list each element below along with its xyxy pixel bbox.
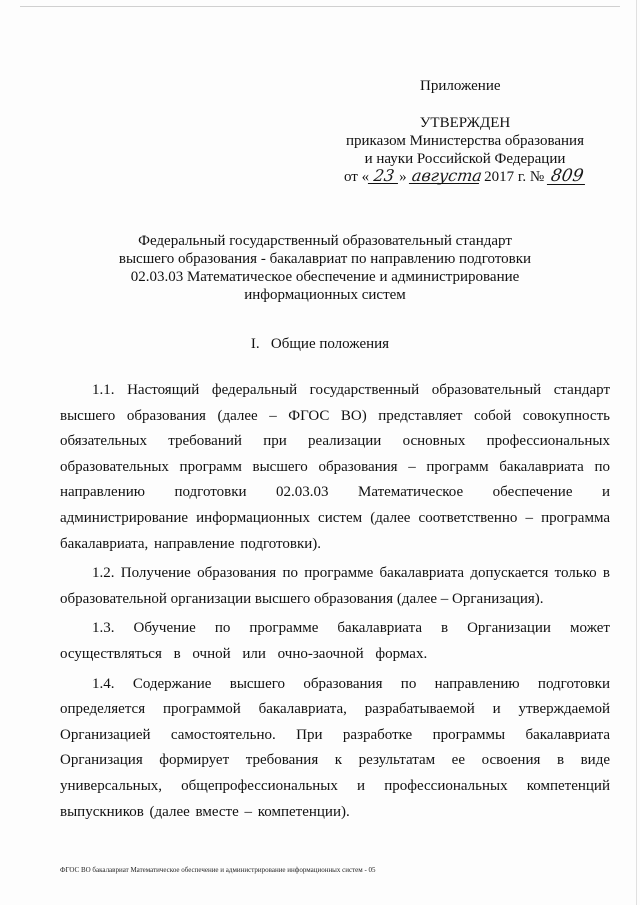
appendix-label: Приложение bbox=[420, 78, 501, 94]
handwritten-order-number: 809 bbox=[547, 169, 587, 185]
scan-top-edge bbox=[20, 6, 620, 7]
standard-title-line-3: 02.03.03 Математическое обеспечение и администрирование bbox=[130, 269, 520, 285]
document-body bbox=[60, 378, 610, 829]
paragraph-1-3: 1.3. Обучение по программе бакалавриата в Организации может осуществляться в очной или очно-заочной формах. bbox=[60, 620, 610, 662]
handwritten-day: 23 bbox=[368, 168, 400, 184]
standard-title-line-4: информационных систем bbox=[244, 287, 406, 303]
paragraph-1-4: 1.4. Содержание высшего образования по направлению подготовки определяется программой бакалавриата, разрабатываемой и утверждаемой Организацией самостоятельно. При разработке программы бакалавриата Организация формирует требования к результатам ее освоения в виде универсальных, общепрофессиональных и профессиональных компетенций выпускников (далее вместе – компетенции). bbox=[60, 675, 610, 820]
paragraph-1-1: 1.1. Настоящий федеральный государственный образовательный стандарт высшего образования (далее – ФГОС ВО) представляет собой совокупность обязательных требований при реализации основных профессиональных образовательных программ высшего образования – программ бакалавриата по направлению подготовки 02.03.03 Математическое обеспечение и администрирование информационных систем (далее соответственно – программа бакалавриата, направление подготовки). bbox=[60, 382, 610, 552]
order-line-1: приказом Министерства образования bbox=[346, 133, 584, 149]
approval-block bbox=[330, 114, 600, 186]
order-line-2: и науки Российской Федерации bbox=[364, 151, 566, 167]
section-heading: I. Общие положения bbox=[250, 336, 390, 352]
order-close-quote: » bbox=[399, 169, 407, 185]
paragraph-1-2: 1.2. Получение образования по программе бакалавриата допускается только в образовательной организации высшего образования (далее – Организация). bbox=[60, 565, 610, 607]
page-footer: ФГОС ВО бакалавриат Математическое обеспечение и администрирование информационных систем - 05 bbox=[60, 866, 376, 874]
approved-stamp-text: УТВЕРЖДЕН bbox=[419, 115, 511, 131]
handwritten-month: августа bbox=[411, 166, 484, 185]
order-date-line bbox=[330, 168, 600, 186]
scan-right-edge bbox=[636, 0, 637, 905]
standard-title-line-1: Федеральный государственный образовательный стандарт bbox=[138, 233, 512, 249]
order-year-text: 2017 г. № bbox=[484, 169, 545, 185]
order-from-text: от « bbox=[344, 169, 370, 185]
standard-title-line-2: высшего образования - бакалавриат по направлению подготовки bbox=[118, 251, 532, 267]
standard-title bbox=[80, 232, 570, 304]
